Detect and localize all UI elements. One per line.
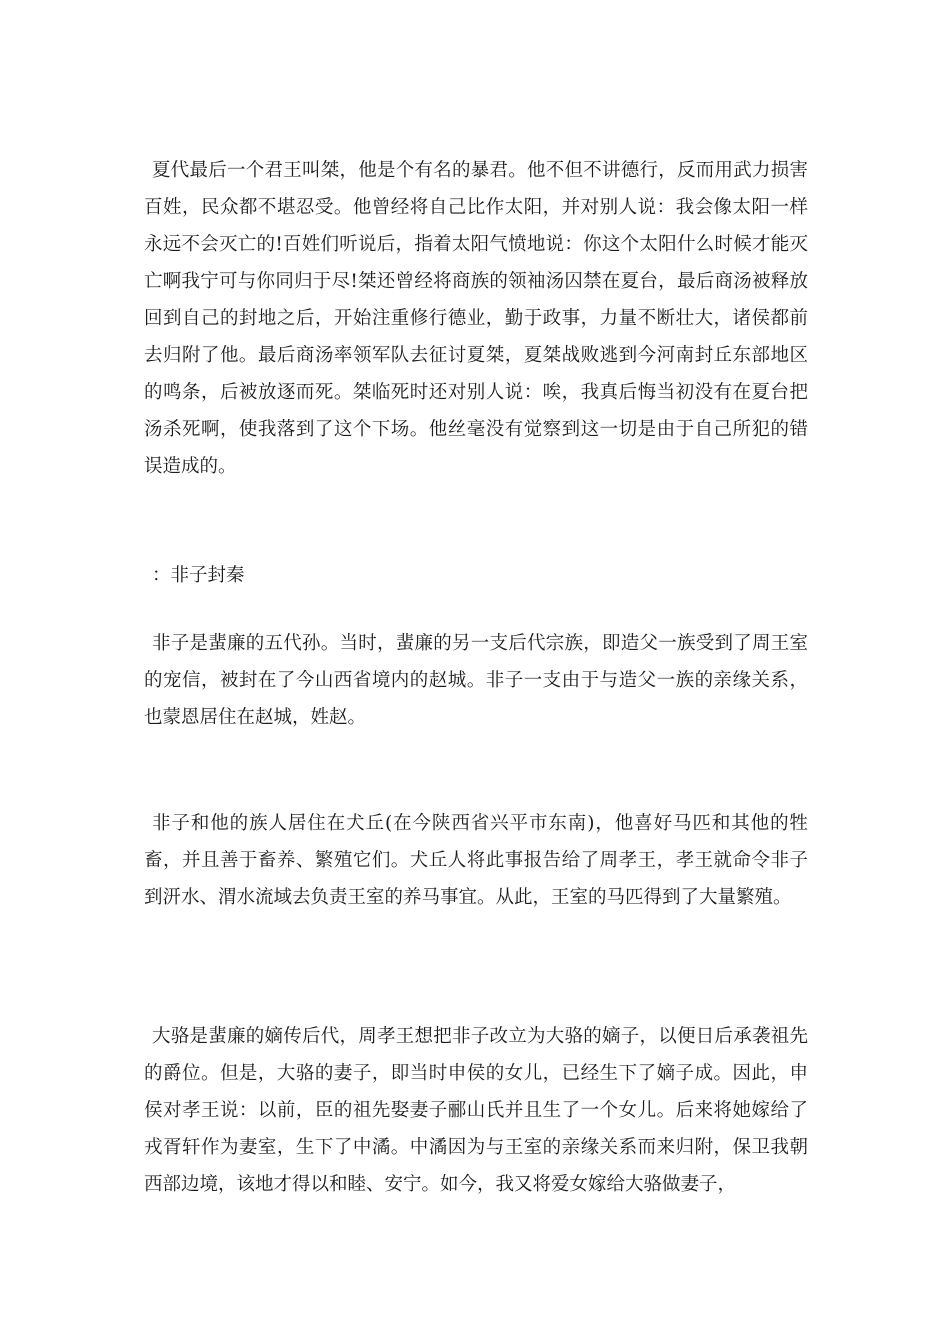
- paragraph-daluo: 大骆是蜚廉的嫡传后代，周孝王想把非子改立为大骆的嫡子，以便日后承袭祖先的爵位。但是，大骆的妻子，即当时申侯的女儿，已经生下了嫡子成。因此，申侯对孝王说：以前，臣的祖先娶妻子郦山氏并且生了一个女儿。后来将她嫁给了戎胥轩作为妻室，生下了中潏。中潏因为与王室的亲缘关系而来归附，保卫我朝西部边境，该地才得以和睦、安宁。如今，我又将爱女嫁给大骆做妻子，: [144, 1026, 808, 1195]
- paragraph-feizi-lineage: 非子是蜚廉的五代孙。当时，蜚廉的另一支后代宗族，即造父一族受到了周王室的宠信，被封在了今山西省境内的赵城。非子一支由于与造父一族的亲缘关系，也蒙恩居住在赵城，姓赵。: [144, 633, 808, 728]
- section-heading: ：非子封秦: [152, 565, 245, 586]
- paragraph-feizi-horses: 非子和他的族人居住在犬丘(在今陕西省兴平市东南)，他喜好马匹和其他的牲畜，并且善于畜养、繁殖它们。犬丘人将此事报告给了周孝王，孝王就命令非子到汧水、渭水流域去负责王室的养马事宜。从此，王室的马匹得到了大量繁殖。: [144, 813, 808, 908]
- paragraph-xia-jie: 夏代最后一个君王叫桀，他是个有名的暴君。他不但不讲德行，反而用武力损害百姓，民众都不堪忍受。他曾经将自己比作太阳，并对别人说：我会像太阳一样永远不会灭亡的!百姓们听说后，指着太阳气愤地说：你这个太阳什么时候才能灭亡啊我宁可与你同归于尽!桀还曾经将商族的领袖汤囚禁在夏台，最后商汤被释放回到自己的封地之后，开始注重修行德业，勤于政事，力量不断壮大，诸侯都前去归附了他。最后商汤率领军队去征讨夏桀，夏桀战败逃到今河南封丘东部地区的鸣条，后被放逐而死。桀临死时还对别人说：唉，我真后悔当初没有在夏台把汤杀死啊，使我落到了这个下场。他丝毫没有觉察到这一切是由于自己所犯的错误造成的。: [144, 160, 808, 477]
